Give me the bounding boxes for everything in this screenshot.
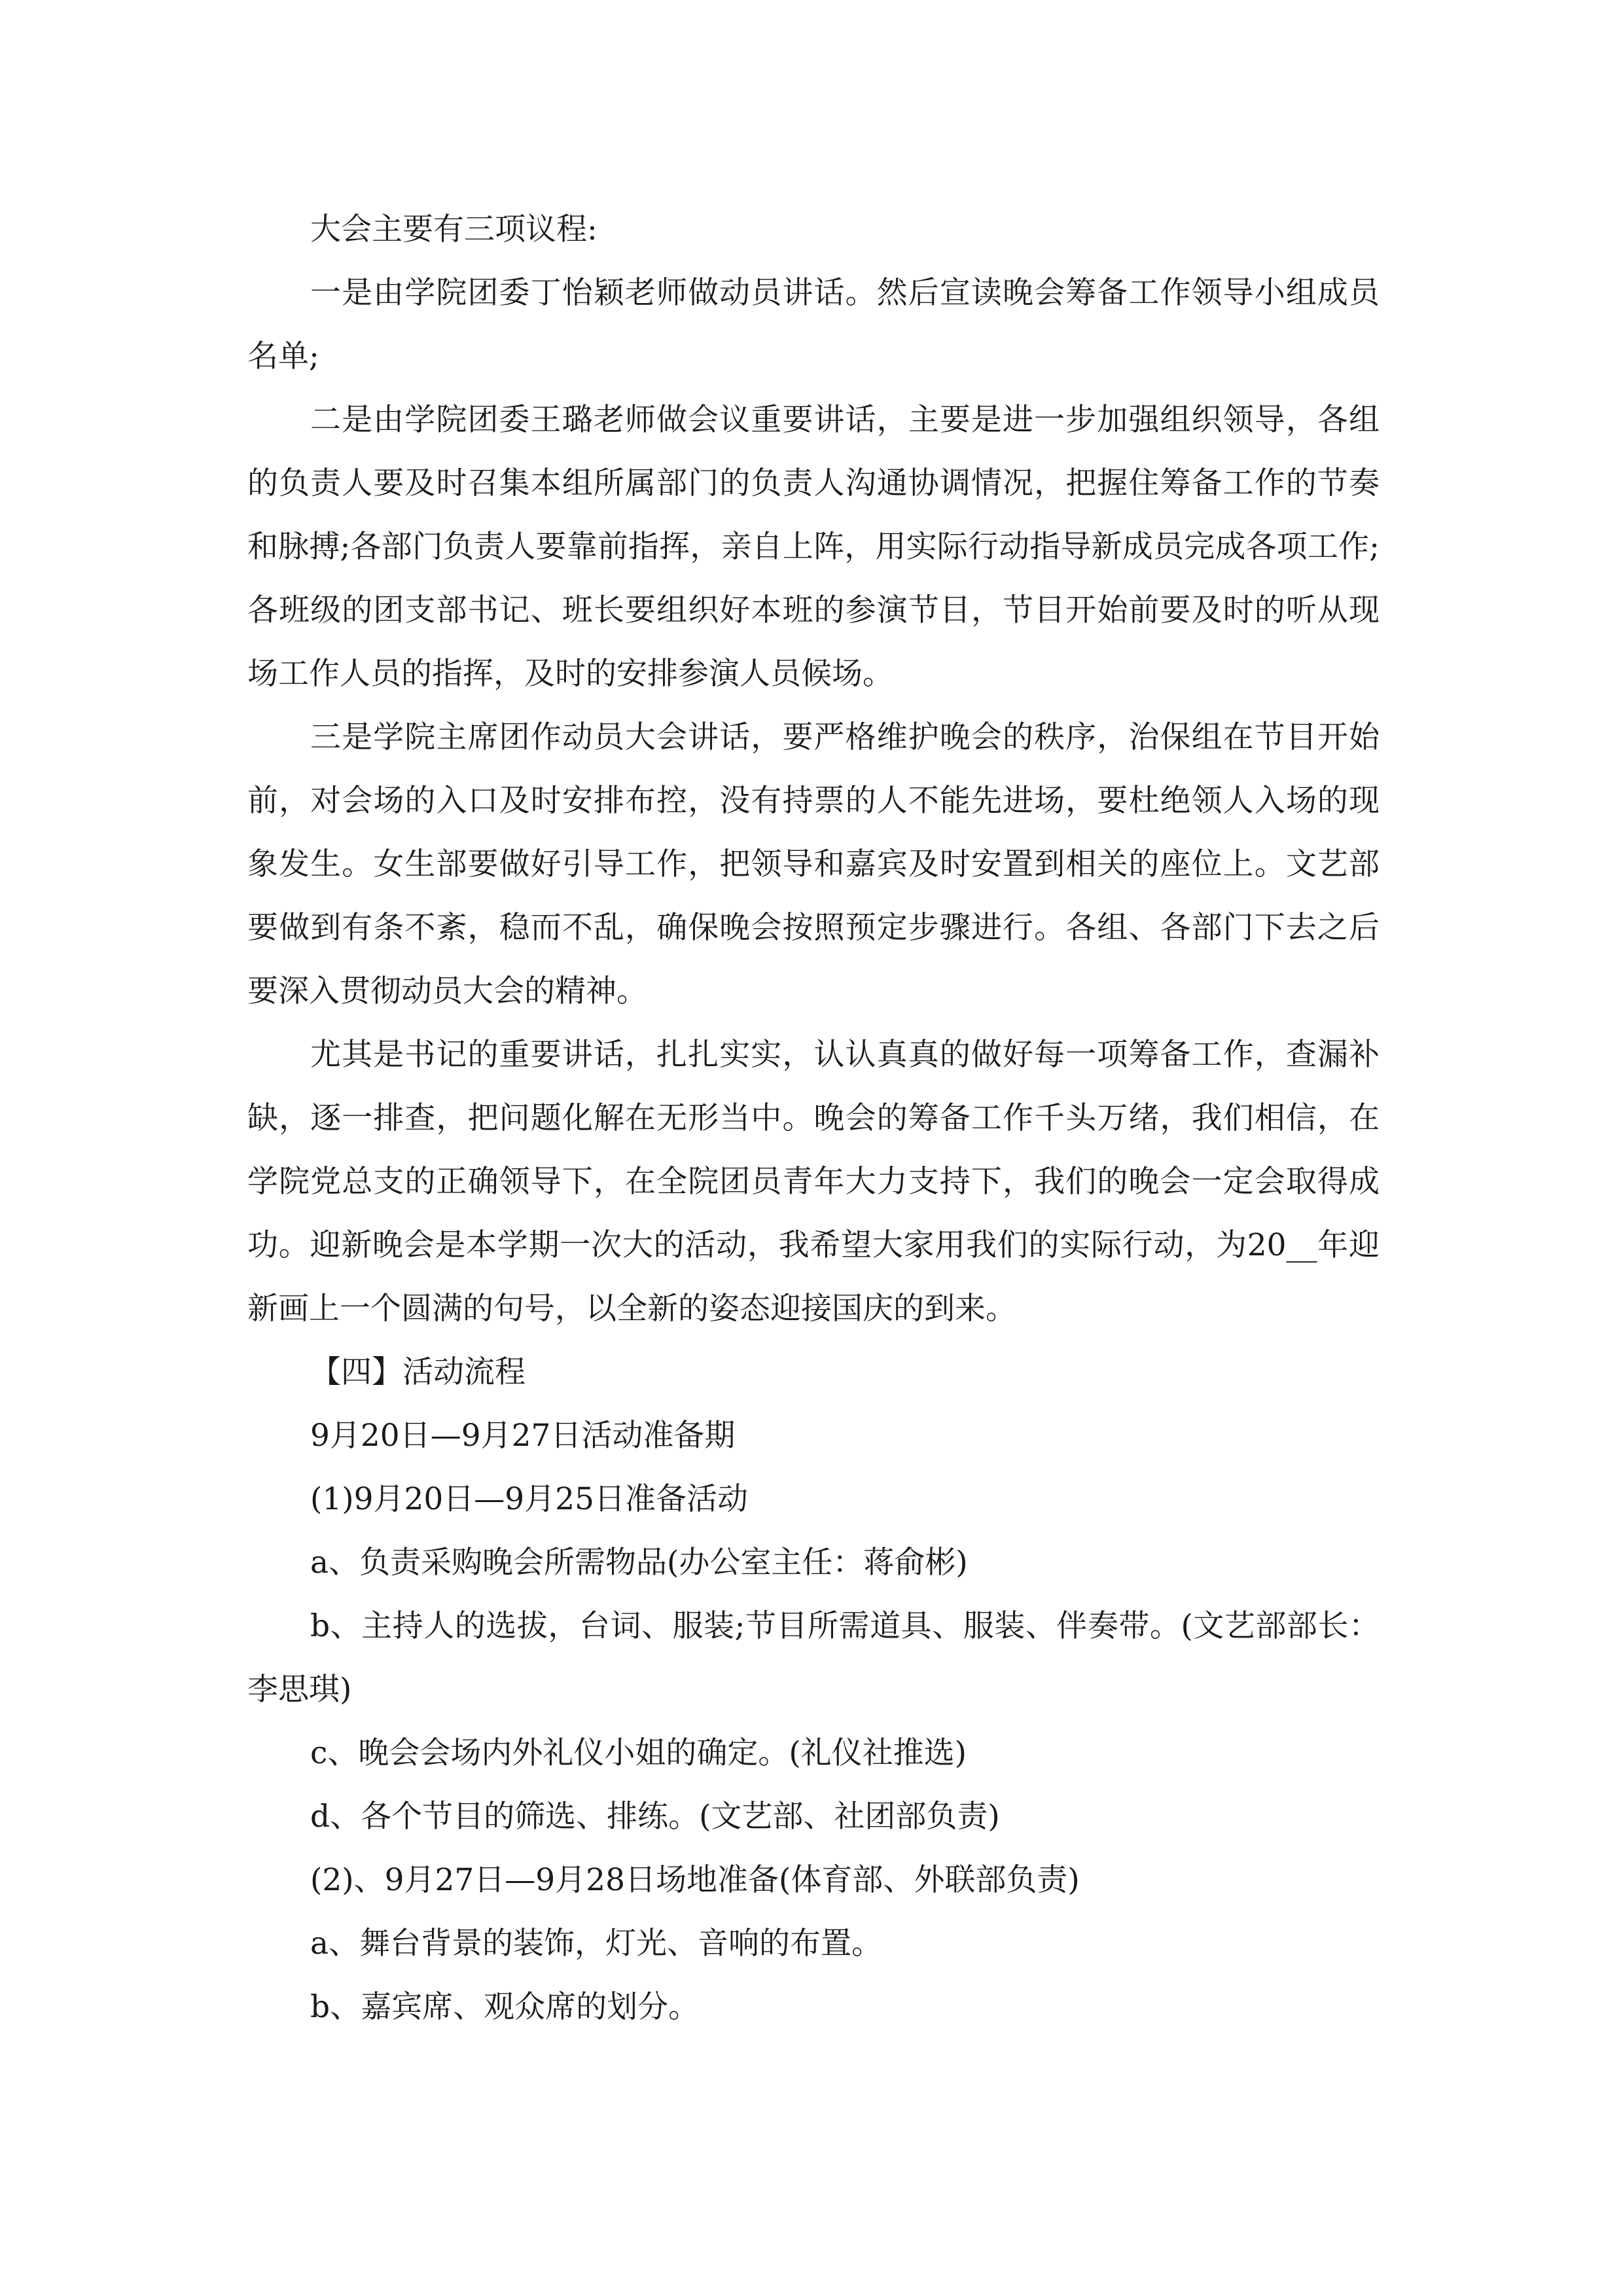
- section-heading-activity-flow: 【四】活动流程: [310, 1354, 526, 1390]
- prep-activities-heading: (1)9月20日—9月25日准备活动: [310, 1481, 748, 1517]
- agenda-item-three-paragraph: 三是学院主席团作动员大会讲话，要严格维护晚会的秩序，治保组在节目开始前，对会场的入口及时安排布控，没有持票的人不能先进场，要杜绝领人入场的现象发生。女生部要做好引导工作，把领导和嘉宾及时安置到相关的座位上。文艺部要做到有条不紊，稳而不乱，确保晚会按照预定步骤进行。各组、各部门下去之后要深入贯彻动员大会的精神。: [247, 719, 1380, 1009]
- venue-prep-heading: (2)、9月27日—9月28日场地准备(体育部、外联部负责): [310, 1862, 1080, 1898]
- preparation-period-line: 9月20日—9月27日活动准备期: [310, 1418, 736, 1454]
- prep-item-b: b、主持人的选拔，台词、服装;节目所需道具、服装、伴奏带。(文艺部部长：李思琪): [247, 1608, 1380, 1708]
- agenda-item-one-paragraph: 一是由学院团委丁怡颖老师做动员讲话。然后宣读晚会筹备工作领导小组成员名单;: [247, 275, 1380, 374]
- agenda-intro-paragraph: 大会主要有三项议程:: [310, 211, 597, 247]
- document-body: [247, 198, 1380, 2039]
- venue-item-a: a、舞台背景的装饰，灯光、音响的布置。: [310, 1926, 883, 1962]
- prep-item-d: d、各个节目的筛选、排练。(文艺部、社团部负责): [310, 1799, 1000, 1835]
- venue-item-b: b、嘉宾席、观众席的划分。: [310, 1989, 700, 2025]
- prep-item-a: a、负责采购晚会所需物品(办公室主任：蒋俞彬): [310, 1545, 968, 1581]
- prep-item-c: c、晚会会场内外礼仪小姐的确定。(礼仪社推选): [310, 1735, 967, 1771]
- agenda-item-two-paragraph: 二是由学院团委王璐老师做会议重要讲话，主要是进一步加强组织领导，各组的负责人要及时召集本组所属部门的负责人沟通协调情况，把握住筹备工作的节奏和脉搏;各部门负责人要靠前指挥，亲自上阵，用实际行动指导新成员完成各项工作;各班级的团支部书记、班长要组织好本班的参演节目，节目开始前要及时的听从现场工作人员的指挥，及时的安排参演人员候场。: [247, 402, 1380, 692]
- closing-remarks-paragraph: 尤其是书记的重要讲话，扎扎实实，认认真真的做好每一项筹备工作，查漏补缺，逐一排查，把问题化解在无形当中。晚会的筹备工作千头万绪，我们相信，在学院党总支的正确领导下，在全院团员青年大力支持下，我们的晚会一定会取得成功。迎新晚会是本学期一次大的活动，我希望大家用我们的实际行动，为20__年迎新画上一个圆满的句号，以全新的姿态迎接国庆的到来。: [247, 1037, 1380, 1327]
